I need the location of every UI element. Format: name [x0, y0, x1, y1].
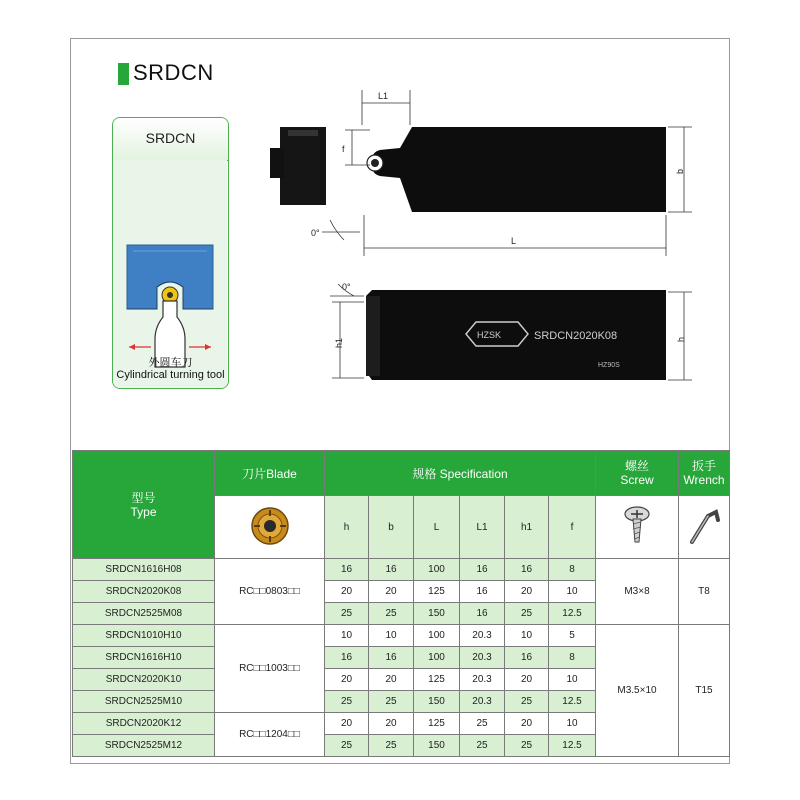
cell-h: 25: [325, 603, 369, 625]
type-header-en: Type: [130, 504, 157, 519]
dim-b-label: b: [675, 168, 685, 174]
cell-h: 16: [325, 559, 369, 581]
torx-wrench-icon: [686, 504, 722, 548]
cell-h1: 25: [505, 691, 549, 713]
page-title: SRDCN: [133, 60, 214, 85]
spec-table-wrap: [72, 450, 729, 757]
dim-L-label: L: [511, 236, 517, 246]
card-label-cn: 外圆车刀: [148, 357, 193, 369]
cell-f: 5: [549, 625, 596, 647]
row-type: SRDCN1616H08: [73, 559, 215, 581]
angle-top-label: 0°: [311, 228, 320, 238]
round-insert-icon: [248, 504, 292, 548]
cell-h1: 20: [505, 669, 549, 691]
screw-header-cn: 螺丝: [624, 459, 649, 473]
cell-L: 150: [414, 603, 460, 625]
spec-header: 规格 Specification: [325, 451, 596, 496]
cell-b: 20: [369, 713, 414, 735]
cell-b: 16: [369, 647, 414, 669]
cell-L1: 20.3: [460, 647, 505, 669]
screw-icon: [620, 504, 654, 548]
cell-L1: 20.3: [460, 691, 505, 713]
col-L: L: [414, 496, 460, 559]
cell-L1: 25: [460, 735, 505, 757]
cell-L1: 16: [460, 559, 505, 581]
cell-h: 10: [325, 625, 369, 647]
cell-L1: 20.3: [460, 625, 505, 647]
cell-f: 8: [549, 647, 596, 669]
table-row: [73, 559, 730, 581]
screw-cell: M3×8: [596, 559, 679, 625]
cell-h: 20: [325, 713, 369, 735]
cell-b: 20: [369, 581, 414, 603]
cell-L: 125: [414, 669, 460, 691]
spec-table: [72, 450, 730, 757]
row-type: SRDCN2020K10: [73, 669, 215, 691]
dim-L1-label: L1: [378, 91, 389, 101]
row-type: SRDCN2020K12: [73, 713, 215, 735]
col-f: f: [549, 496, 596, 559]
wrench-header-cn: 扳手: [691, 459, 716, 473]
cell-h1: 25: [505, 603, 549, 625]
cell-h1: 20: [505, 581, 549, 603]
cell-f: 10: [549, 669, 596, 691]
cell-b: 20: [369, 669, 414, 691]
blade-cell: RC□□1204□□: [215, 713, 325, 757]
stamp-text: HZ90S: [598, 362, 620, 369]
col-h: h: [325, 496, 369, 559]
cell-L: 100: [414, 647, 460, 669]
blade-cell: RC□□1003□□: [215, 625, 325, 713]
cell-f: 12.5: [549, 691, 596, 713]
cell-L: 125: [414, 581, 460, 603]
cell-h1: 20: [505, 713, 549, 735]
cell-h1: 25: [505, 735, 549, 757]
engraving-text: SRDCN2020K08: [534, 330, 618, 342]
cell-b: 10: [369, 625, 414, 647]
cell-b: 16: [369, 559, 414, 581]
screw-cell: M3.5×10: [596, 625, 679, 757]
cell-L: 125: [414, 713, 460, 735]
cell-f: 8: [549, 559, 596, 581]
cell-L1: 20.3: [460, 669, 505, 691]
blade-image-cell: [215, 496, 325, 559]
cell-L: 100: [414, 559, 460, 581]
cell-h1: 10: [505, 625, 549, 647]
holder-side-view: [366, 290, 666, 380]
card-title: SRDCN: [145, 130, 196, 146]
cell-h: 20: [325, 581, 369, 603]
cell-L: 150: [414, 691, 460, 713]
cell-f: 12.5: [549, 735, 596, 757]
cell-b: 25: [369, 691, 414, 713]
screw-header-en: Screw: [620, 473, 654, 487]
screw-header: [596, 451, 679, 496]
row-type: SRDCN2525M08: [73, 603, 215, 625]
col-L1: L1: [460, 496, 505, 559]
angle-bottom-label: 0°: [342, 282, 351, 292]
card-label-en: Cylindrical turning tool: [116, 369, 225, 381]
cell-h1: 16: [505, 647, 549, 669]
cell-L1: 16: [460, 603, 505, 625]
cell-f: 10: [549, 581, 596, 603]
cell-h: 20: [325, 669, 369, 691]
type-header: [73, 451, 215, 559]
screw-image-cell: [596, 496, 679, 559]
row-type: SRDCN1616H10: [73, 647, 215, 669]
wrench-cell: T8: [679, 559, 730, 625]
cell-f: 12.5: [549, 603, 596, 625]
col-b: b: [369, 496, 414, 559]
type-header-cn: 型号: [131, 490, 156, 505]
row-type: SRDCN2525M12: [73, 735, 215, 757]
dim-h-label: h: [676, 336, 686, 342]
holder-top-view: [367, 127, 666, 212]
blade-header: 刀片Blade: [215, 451, 325, 496]
cell-h1: 16: [505, 559, 549, 581]
dim-f-label: f: [342, 144, 345, 154]
cell-L1: 25: [460, 713, 505, 735]
row-type: SRDCN1010H10: [73, 625, 215, 647]
wrench-cell: T15: [679, 625, 730, 757]
cell-h: 16: [325, 647, 369, 669]
cell-h: 25: [325, 691, 369, 713]
dim-h1-label: h1: [334, 337, 344, 348]
table-row: [73, 625, 730, 647]
cell-L: 150: [414, 735, 460, 757]
cell-f: 10: [549, 713, 596, 735]
cell-b: 25: [369, 603, 414, 625]
logo-text: HZSK: [477, 330, 502, 340]
wrench-header: [679, 451, 730, 496]
blade-cell: RC□□0803□□: [215, 559, 325, 625]
col-h1: h1: [505, 496, 549, 559]
cell-L1: 16: [460, 581, 505, 603]
cell-L: 100: [414, 625, 460, 647]
cell-h: 25: [325, 735, 369, 757]
wrench-image-cell: [679, 496, 730, 559]
wrench-header-en: Wrench: [683, 473, 725, 487]
cell-b: 25: [369, 735, 414, 757]
row-type: SRDCN2525M10: [73, 691, 215, 713]
row-type: SRDCN2020K08: [73, 581, 215, 603]
insert-part-icon: [270, 127, 326, 205]
